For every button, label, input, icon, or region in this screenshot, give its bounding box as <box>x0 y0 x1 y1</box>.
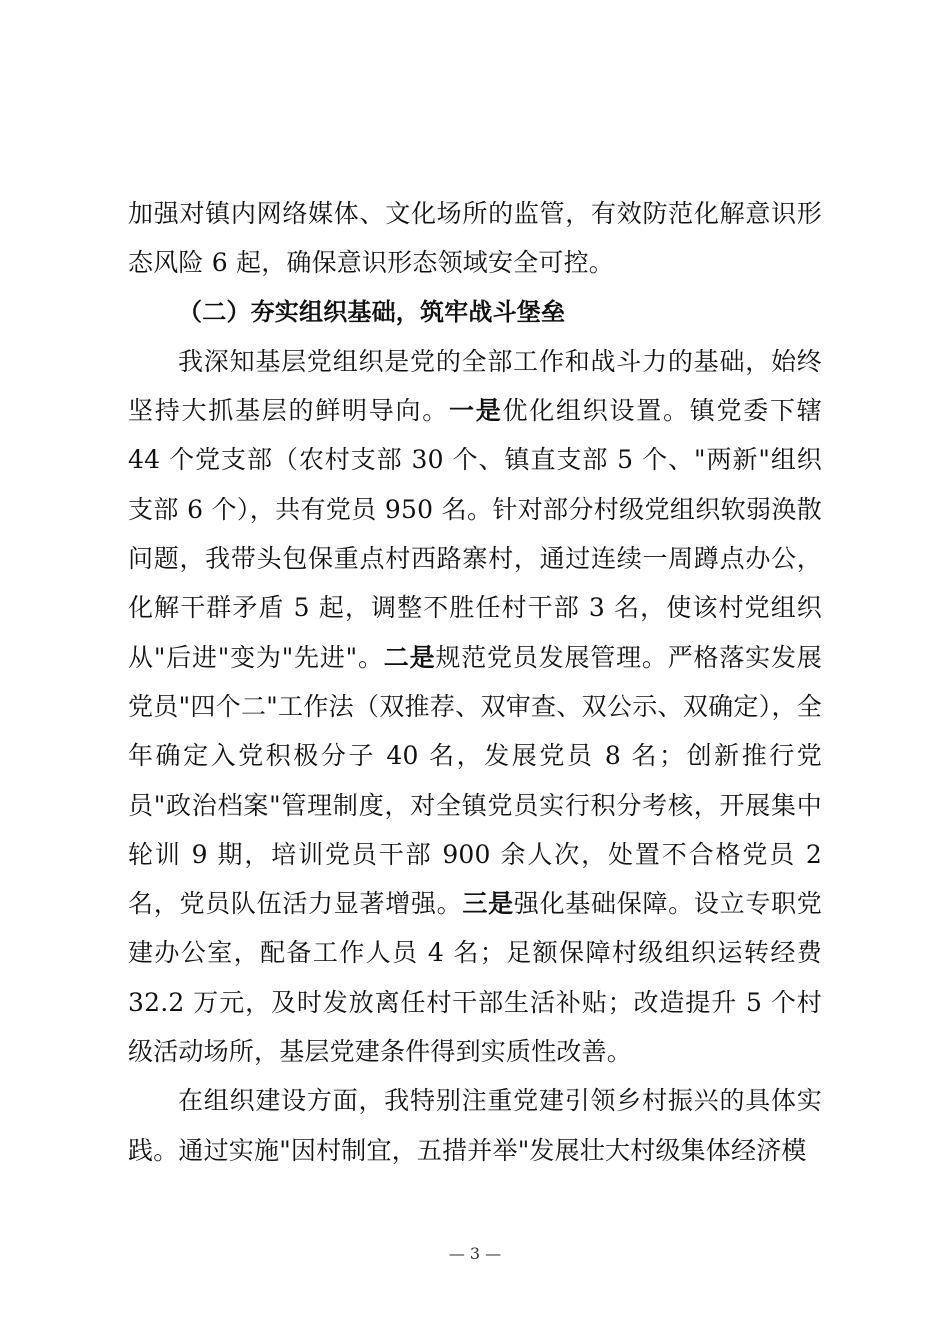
point-2-label: 二是 <box>383 642 436 672</box>
paragraph-intro: 我深知基层党组织是党的全部工作和战斗力的基础，始终坚持大抓基层的鲜明导向。 <box>128 346 822 426</box>
point-1-text: 优化组织设置。镇党委下辖 44 个党支部（农村支部 30 个、镇直支部 5 个、"两新"组织支部 6 个），共有党员 950 名。针对部分村级党组织软弱涣散问题，我带头包保重点村西路寨村，通过连续一周蹲点办公，化解干群矛盾 5 起，调整不胜任村干部 3 名，使该村党组织从"后进"变为"先进"。 <box>128 396 823 672</box>
paragraph-organization <box>128 337 822 1076</box>
page-number: — 3 — <box>448 1244 502 1263</box>
section-heading: （二）夯实组织基础，筑牢战斗堡垒 <box>178 297 566 326</box>
continuation-paragraph: 加强对镇内网络媒体、文化场所的监管，有效防范化解意识形态风险 6 起，确保意识形态领域安全可控。 <box>128 199 822 278</box>
point-3-label: 三是 <box>462 889 514 919</box>
point-3-text: 强化基础保障。设立专职党建办公室，配备工作人员 4 名；足额保障村级组织运转经费 32.2 万元，及时发放离任村干部生活补贴；改造提升 5 个村级活动场所，基层党建条件得到实质性改善。 <box>128 889 822 1067</box>
point-1-label: 一是 <box>449 396 503 426</box>
paragraph-rural-revitalization: 在组织建设方面，我特别注重党建引领乡村振兴的具体实践。通过实施"因村制宜，五措并举"发展壮大村级集体经济模 <box>128 1086 822 1165</box>
point-2-text: 规范党员发展管理。严格落实发展党员"四个二"工作法（双推荐、双审查、双公示、双确定），全年确定入党积极分子 40 名，发展党员 8 名；创新推行党员"政治档案"管理制度，对全镇党员实行积分考核，开展集中轮训 9 期，培训党员干部 900 余人次，处置不合格党员 2 名，党员队伍活力显著增强。 <box>128 642 822 919</box>
document-body <box>128 189 822 1175</box>
